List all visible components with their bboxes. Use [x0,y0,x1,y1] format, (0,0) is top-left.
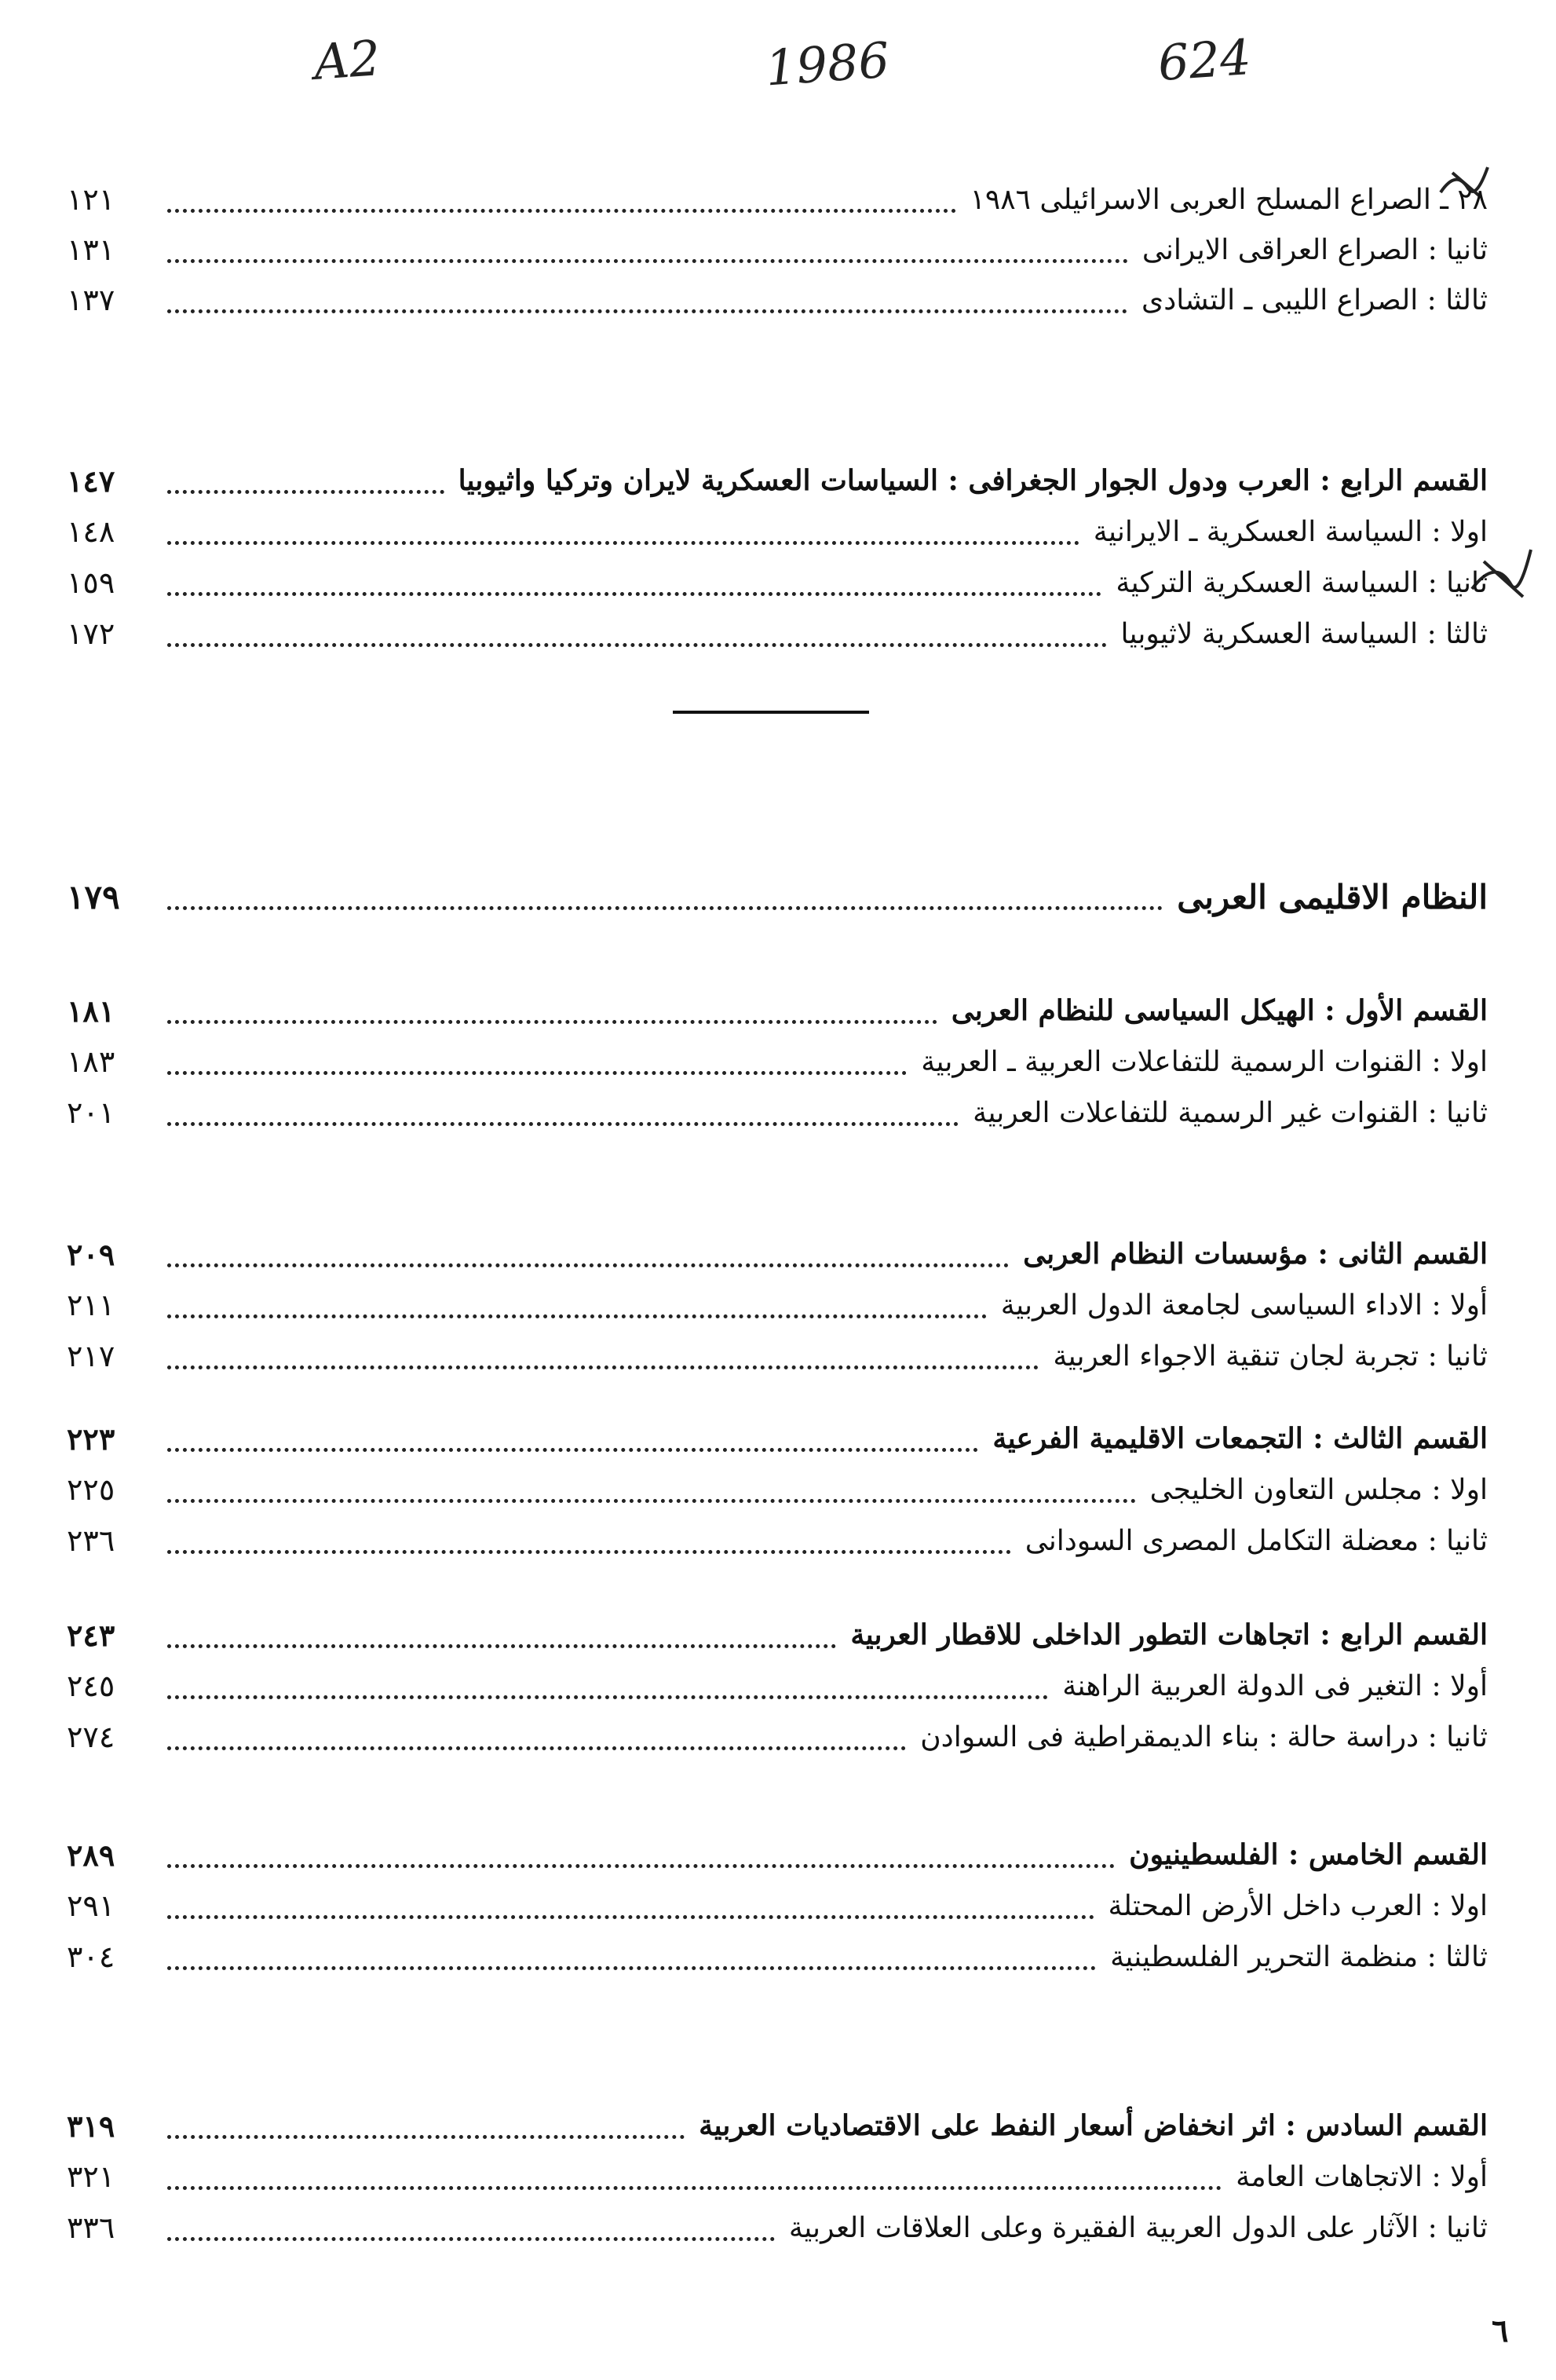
toc-entry [67,1280,1488,1330]
toc-entry [67,1932,1488,1982]
dot-leader [167,1966,1096,1970]
toc-section-heading [67,2100,1488,2151]
toc-entry-text: القسم الرابع : اتجاهات التطور الداخلى للاقطار العربية [850,1618,1488,1651]
toc-entry-text: ثانيا : الصراع العراقى الايرانى [1141,233,1488,266]
toc-entry [67,558,1488,608]
handwritten-note-mid: 1986 [763,31,892,97]
dot-leader [167,1499,1136,1503]
section-divider [673,711,869,714]
handwritten-note-right: 624 [1156,27,1253,93]
toc-entry-page: ١٥٩ [67,565,115,600]
toc-entry-text: اولا : مجلس التعاون الخليجى [1149,1473,1488,1506]
dot-leader [167,592,1101,596]
toc-entry-text: ثانيا : تجربة لجان تنقية الاجواء العربية [1053,1340,1488,1373]
toc-entry-page: ٢٤٥ [67,1669,115,1703]
dot-leader [167,2135,685,2139]
dot-leader [167,259,1128,263]
toc-part-title [67,872,1488,922]
toc-entry-page: ٢٢٣ [67,1420,115,1457]
toc-entry-page: ٢٨٩ [67,1837,115,1873]
toc-entry [67,1661,1488,1711]
toc-entry-page: ١٧٢ [67,616,115,651]
toc-entry-page: ٢٠١ [67,1095,115,1130]
toc-entry [67,2152,1488,2202]
dot-leader [167,309,1127,313]
toc-entry-page: ٣٣٦ [67,2210,115,2245]
toc-entry-text: ثانيا : دراسة حالة : بناء الديمقراطية فى السوادن [920,1720,1488,1753]
toc-entry-page: ٢٩١ [67,1888,115,1923]
toc-entry-page: ٢٧٤ [67,1720,115,1754]
toc-entry-text: ثانيا : القنوات غير الرسمية للتفاعلات العربية [973,1096,1488,1129]
toc-entry-page: ١٣٧ [67,283,115,317]
toc-entry [67,609,1488,659]
toc-entry [67,2203,1488,2253]
toc-entry [67,225,1488,275]
dot-leader [167,1263,1009,1267]
dot-leader [167,490,444,494]
dot-leader [167,1864,1115,1868]
toc-entry [67,174,1488,225]
toc-entry-text: القسم الأول : الهيكل السياسى للنظام العربى [951,994,1488,1027]
toc-entry-page: ١٨١ [67,993,115,1029]
toc-entry-text: القسم الثالث : التجمعات الاقليمية الفرعية [992,1422,1488,1455]
toc-entry-text: ثالثا : السياسة العسكرية لاثيوبيا [1120,617,1488,650]
toc-entry-text: القسم الثانى : مؤسسات النظام العربى [1023,1238,1488,1270]
toc-entry-text: النظام الاقليمى العربى [1177,877,1488,916]
toc-entry-page: ١٤٧ [67,462,115,499]
toc-section-heading [67,1830,1488,1880]
dot-leader [167,1020,937,1024]
toc-entry-page: ٣٠٤ [67,1939,115,1974]
toc-entry-text: ثانيا : السياسة العسكرية التركية [1116,566,1488,599]
dot-leader [167,209,956,213]
toc-entry [67,506,1488,557]
toc-entry-page: ١٧٩ [67,877,120,916]
toc-entry-page: ١٣١ [67,232,115,267]
toc-entry-text: أولا : التغير فى الدولة العربية الراهنة [1062,1669,1488,1702]
toc-entry-page: ٢٢٥ [67,1472,115,1507]
dot-leader [167,541,1079,545]
toc-entry-text: أولا : الاتجاهات العامة [1236,2160,1488,2193]
dot-leader [167,2186,1222,2190]
dot-leader [167,906,1163,910]
toc-entry-text: ٢٨ ـ الصراع المسلح العربى الاسرائيلى ١٩٨٦ [970,183,1488,216]
dot-leader [167,1122,959,1126]
toc-entry [67,1515,1488,1566]
toc-entry [67,1088,1488,1138]
toc-entry-text: القسم السادس : اثر انخفاض أسعار النفط على الاقتصاديات العربية [699,2109,1488,2142]
toc-entry [67,1331,1488,1381]
toc-section-heading [67,985,1488,1036]
handwritten-note-left: A2 [312,29,382,91]
dot-leader [167,1314,987,1318]
toc-section-heading [67,455,1488,506]
toc-entry-page: ٢١٧ [67,1339,115,1373]
toc-section-heading [67,1229,1488,1279]
toc-entry-page: ١٢١ [67,182,115,217]
dot-leader [167,1550,1011,1554]
dot-leader [167,1695,1048,1699]
dot-leader [167,2237,775,2241]
toc-entry-text: اولا : القنوات الرسمية للتفاعلات العربية ـ العربية [921,1045,1488,1078]
page-number: ٦ [1492,2312,1509,2349]
dot-leader [167,643,1107,647]
toc-entry-page: ٢٤٣ [67,1617,115,1653]
dot-leader [167,1746,906,1750]
toc-entry [67,1712,1488,1762]
toc-entry [67,1464,1488,1515]
toc-entry-text: اولا : العرب داخل الأرض المحتلة [1108,1889,1488,1922]
toc-entry-text: ثانيا : الآثار على الدول العربية الفقيرة وعلى العلاقات العربية [788,2211,1488,2244]
toc-entry-text: ثالثا : منظمة التحرير الفلسطينية [1110,1940,1488,1973]
dot-leader [167,1448,978,1452]
toc-entry-text: ثانيا : معضلة التكامل المصرى السودانى [1025,1524,1488,1557]
toc-entry-page: ٣١٩ [67,2108,115,2144]
toc-entry-page: ١٤٨ [67,514,115,549]
toc-entry-text: اولا : السياسة العسكرية ـ الايرانية [1093,515,1488,548]
toc-entry-text: القسم الخامس : الفلسطينيون [1129,1838,1488,1871]
toc-entry [67,275,1488,325]
toc-entry-page: ٣٢١ [67,2159,115,2194]
toc-section-heading [67,1413,1488,1464]
toc-entry-text: أولا : الاداء السياسى لجامعة الدول العربية [1000,1289,1488,1322]
toc-entry [67,1881,1488,1931]
toc-entry-page: ٢٠٩ [67,1236,115,1272]
dot-leader [167,1644,836,1648]
toc-entry-text: ثالثا : الصراع الليبى ـ التشادى [1141,283,1488,316]
toc-entry [67,1036,1488,1087]
toc-entry-page: ٢٣٦ [67,1523,115,1558]
dot-leader [167,1365,1039,1369]
toc-entry-page: ١٨٣ [67,1044,115,1079]
dot-leader [167,1071,907,1075]
dot-leader [167,1915,1094,1919]
toc-entry-page: ٢١١ [67,1288,115,1322]
toc-section-heading [67,1610,1488,1660]
toc-entry-text: القسم الرابع : العرب ودول الجوار الجغرافى : السياسات العسكرية لايران وتركيا واثيوبيا [458,464,1488,497]
